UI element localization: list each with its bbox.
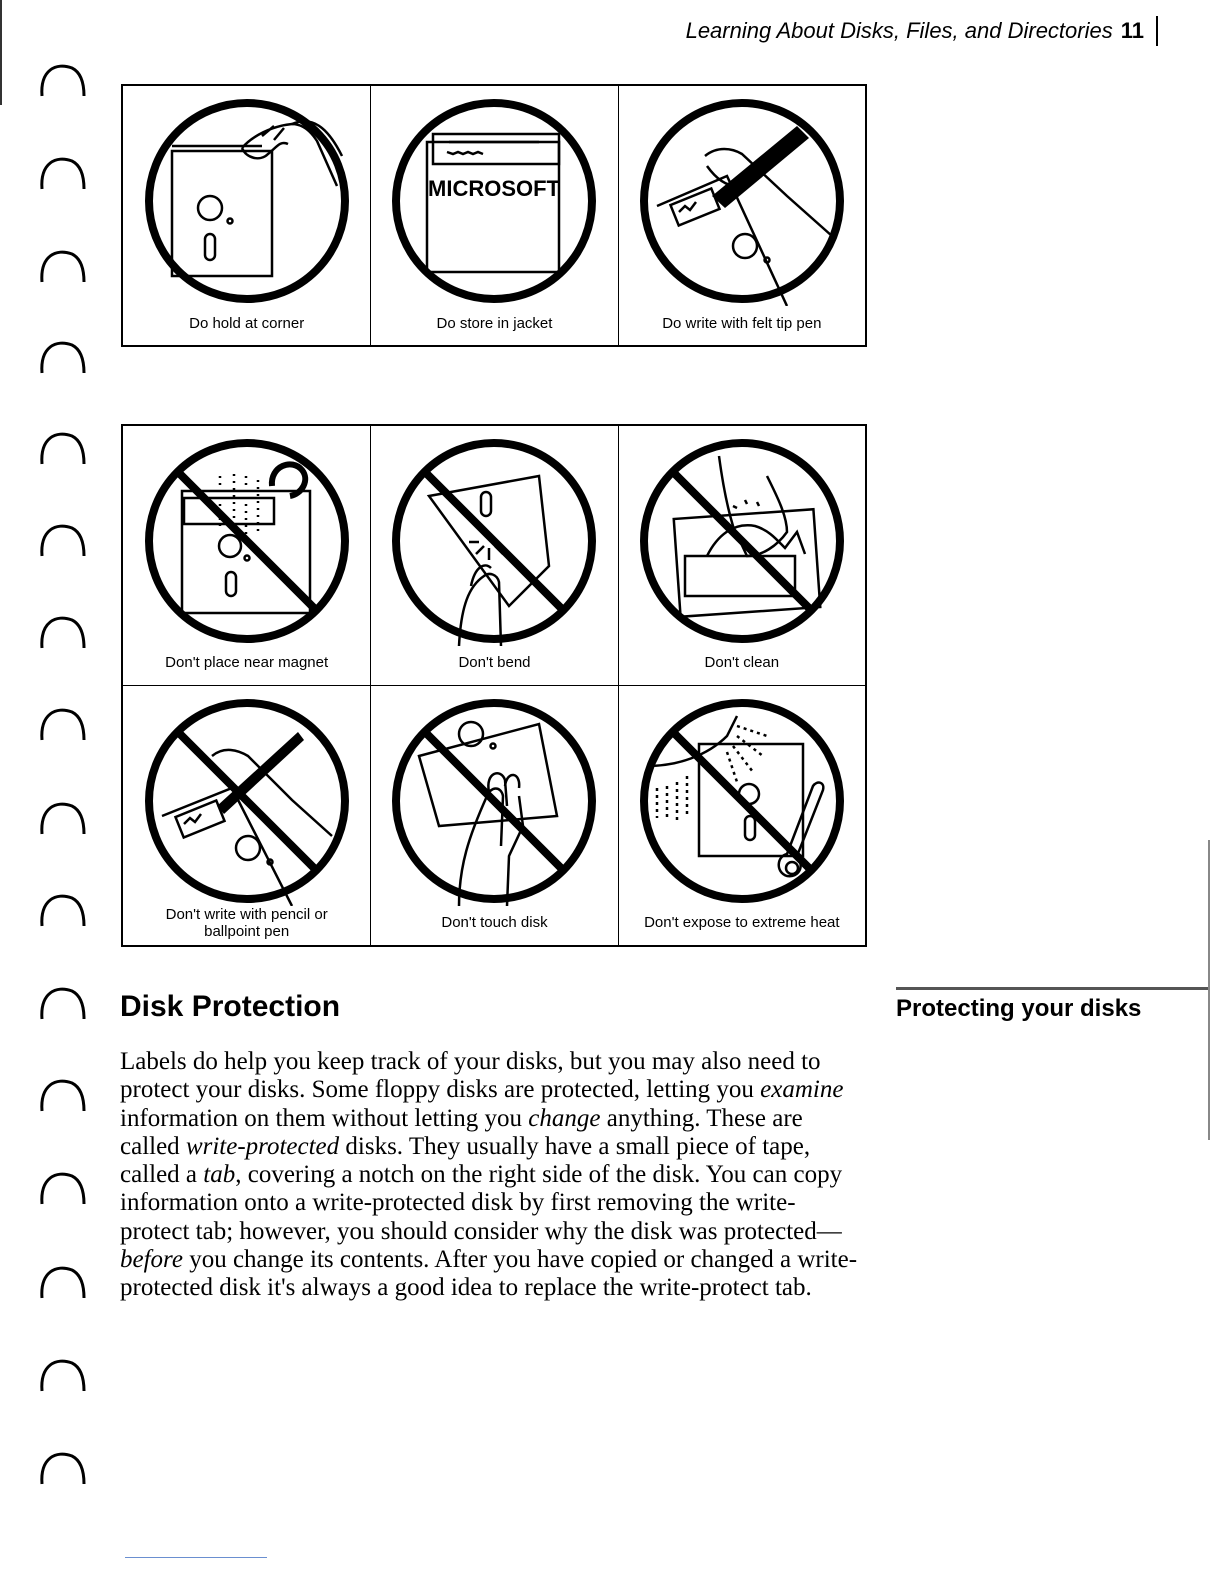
page-edge-line [0,0,2,105]
pencil-prohibited-icon [142,696,352,906]
heat-prohibited-icon [637,696,847,906]
caption-dont-clean: Don't clean [704,654,780,671]
caption-dont-pencil-line2: ballpoint pen [204,923,290,940]
binder-ring-icon [28,612,88,652]
caption-dont-touch: Don't touch disk [441,914,548,931]
margin-note: Protecting your disks [896,995,1142,1022]
binder-ring-icon [28,890,88,930]
binder-ring-icon [28,1168,88,1208]
caption-do-felt-pen: Do write with felt tip pen [662,315,822,332]
binder-ring-icon [28,153,88,193]
running-head-title: Learning About Disks, Files, and Directories [685,18,1113,43]
do-cell-felt-pen [618,86,865,345]
do-grid [121,84,867,347]
dont-row-1 [123,426,865,685]
do-cell-hold [123,86,370,345]
caption-dont-magnet: Don't place near magnet [165,654,329,671]
running-head [686,16,1158,46]
dont-cell-heat [618,686,865,945]
binder-ring-icon [28,1448,88,1488]
margin-note-rule [896,987,1210,990]
body-emphasis: change [528,1104,601,1132]
body-text-segment: Labels do help you keep track of your disks, but you may also need to protect your disks. Some floppy disks are protected, letting you [120,1048,821,1104]
caption-do-hold: Do hold at corner [189,315,305,332]
body-text-segment: anything. These are called [120,1104,803,1160]
binder-ring-icon [28,704,88,744]
caption-dont-heat: Don't expose to extreme heat [644,914,840,931]
body-emphasis: tab [203,1161,236,1189]
binder-ring-icon [28,1075,88,1115]
running-head-rule [1156,16,1158,46]
dont-cell-touch [370,686,617,945]
body-text-segment: you change its contents. After you have copied or changed a write-protected disk it's always a good idea to replace the write-protect tab. [120,1246,858,1302]
cleaning-disk-prohibited-icon [637,436,847,646]
body-emphasis: examine [760,1076,844,1104]
dont-cell-magnet [123,426,370,685]
felt-tip-pen-writing-icon [637,96,847,306]
body-paragraph [120,1048,860,1303]
disk-in-jacket-icon [389,96,599,306]
body-text-segment: , covering a notch on the right side of the disk. You can copy information onto a write-protected disk by first removing the write-protect tab; however, you should consider why the disk was protected— [120,1161,843,1245]
caption-dont-pencil-line1: Don't write with pencil or [165,906,328,923]
hand-holding-disk-corner-icon [142,96,352,306]
bottom-rule [125,1557,267,1558]
binder-ring-icon [28,428,88,468]
dont-cell-bend [370,426,617,685]
body-text-segment: information on them without letting you [120,1104,529,1132]
binder-ring-icon [28,1355,88,1395]
binder-ring-icon [28,798,88,838]
dont-grid [121,424,867,947]
binder-margin [0,0,110,1584]
jacket-brand-text: MICROSOFT [428,176,561,201]
page-right-edge-line [1208,840,1210,1140]
caption-dont-pencil [123,906,370,940]
body-text-segment: disks. They usually have a small piece of tape, called a [120,1132,811,1189]
caption-do-jacket: Do store in jacket [436,315,553,332]
binder-ring-icon [28,520,88,560]
binder-ring-icon [28,246,88,286]
dont-row-2 [123,685,865,945]
dont-cell-pencil [123,686,370,945]
caption-dont-bend: Don't bend [458,654,531,671]
do-row [123,86,865,345]
binder-ring-icon [28,337,88,377]
page-number: 11 [1120,18,1144,43]
section-title: Disk Protection [120,990,341,1023]
magnet-prohibited-icon [142,436,352,646]
dont-cell-clean [618,426,865,685]
binder-ring-icon [28,1262,88,1302]
bent-disk-prohibited-icon [389,436,599,646]
binder-ring-icon [28,60,88,100]
touching-disk-prohibited-icon [389,696,599,906]
body-emphasis: write-protected [185,1132,340,1160]
binder-ring-icon [28,983,88,1023]
do-cell-jacket [370,86,617,345]
body-emphasis: before [120,1246,183,1274]
